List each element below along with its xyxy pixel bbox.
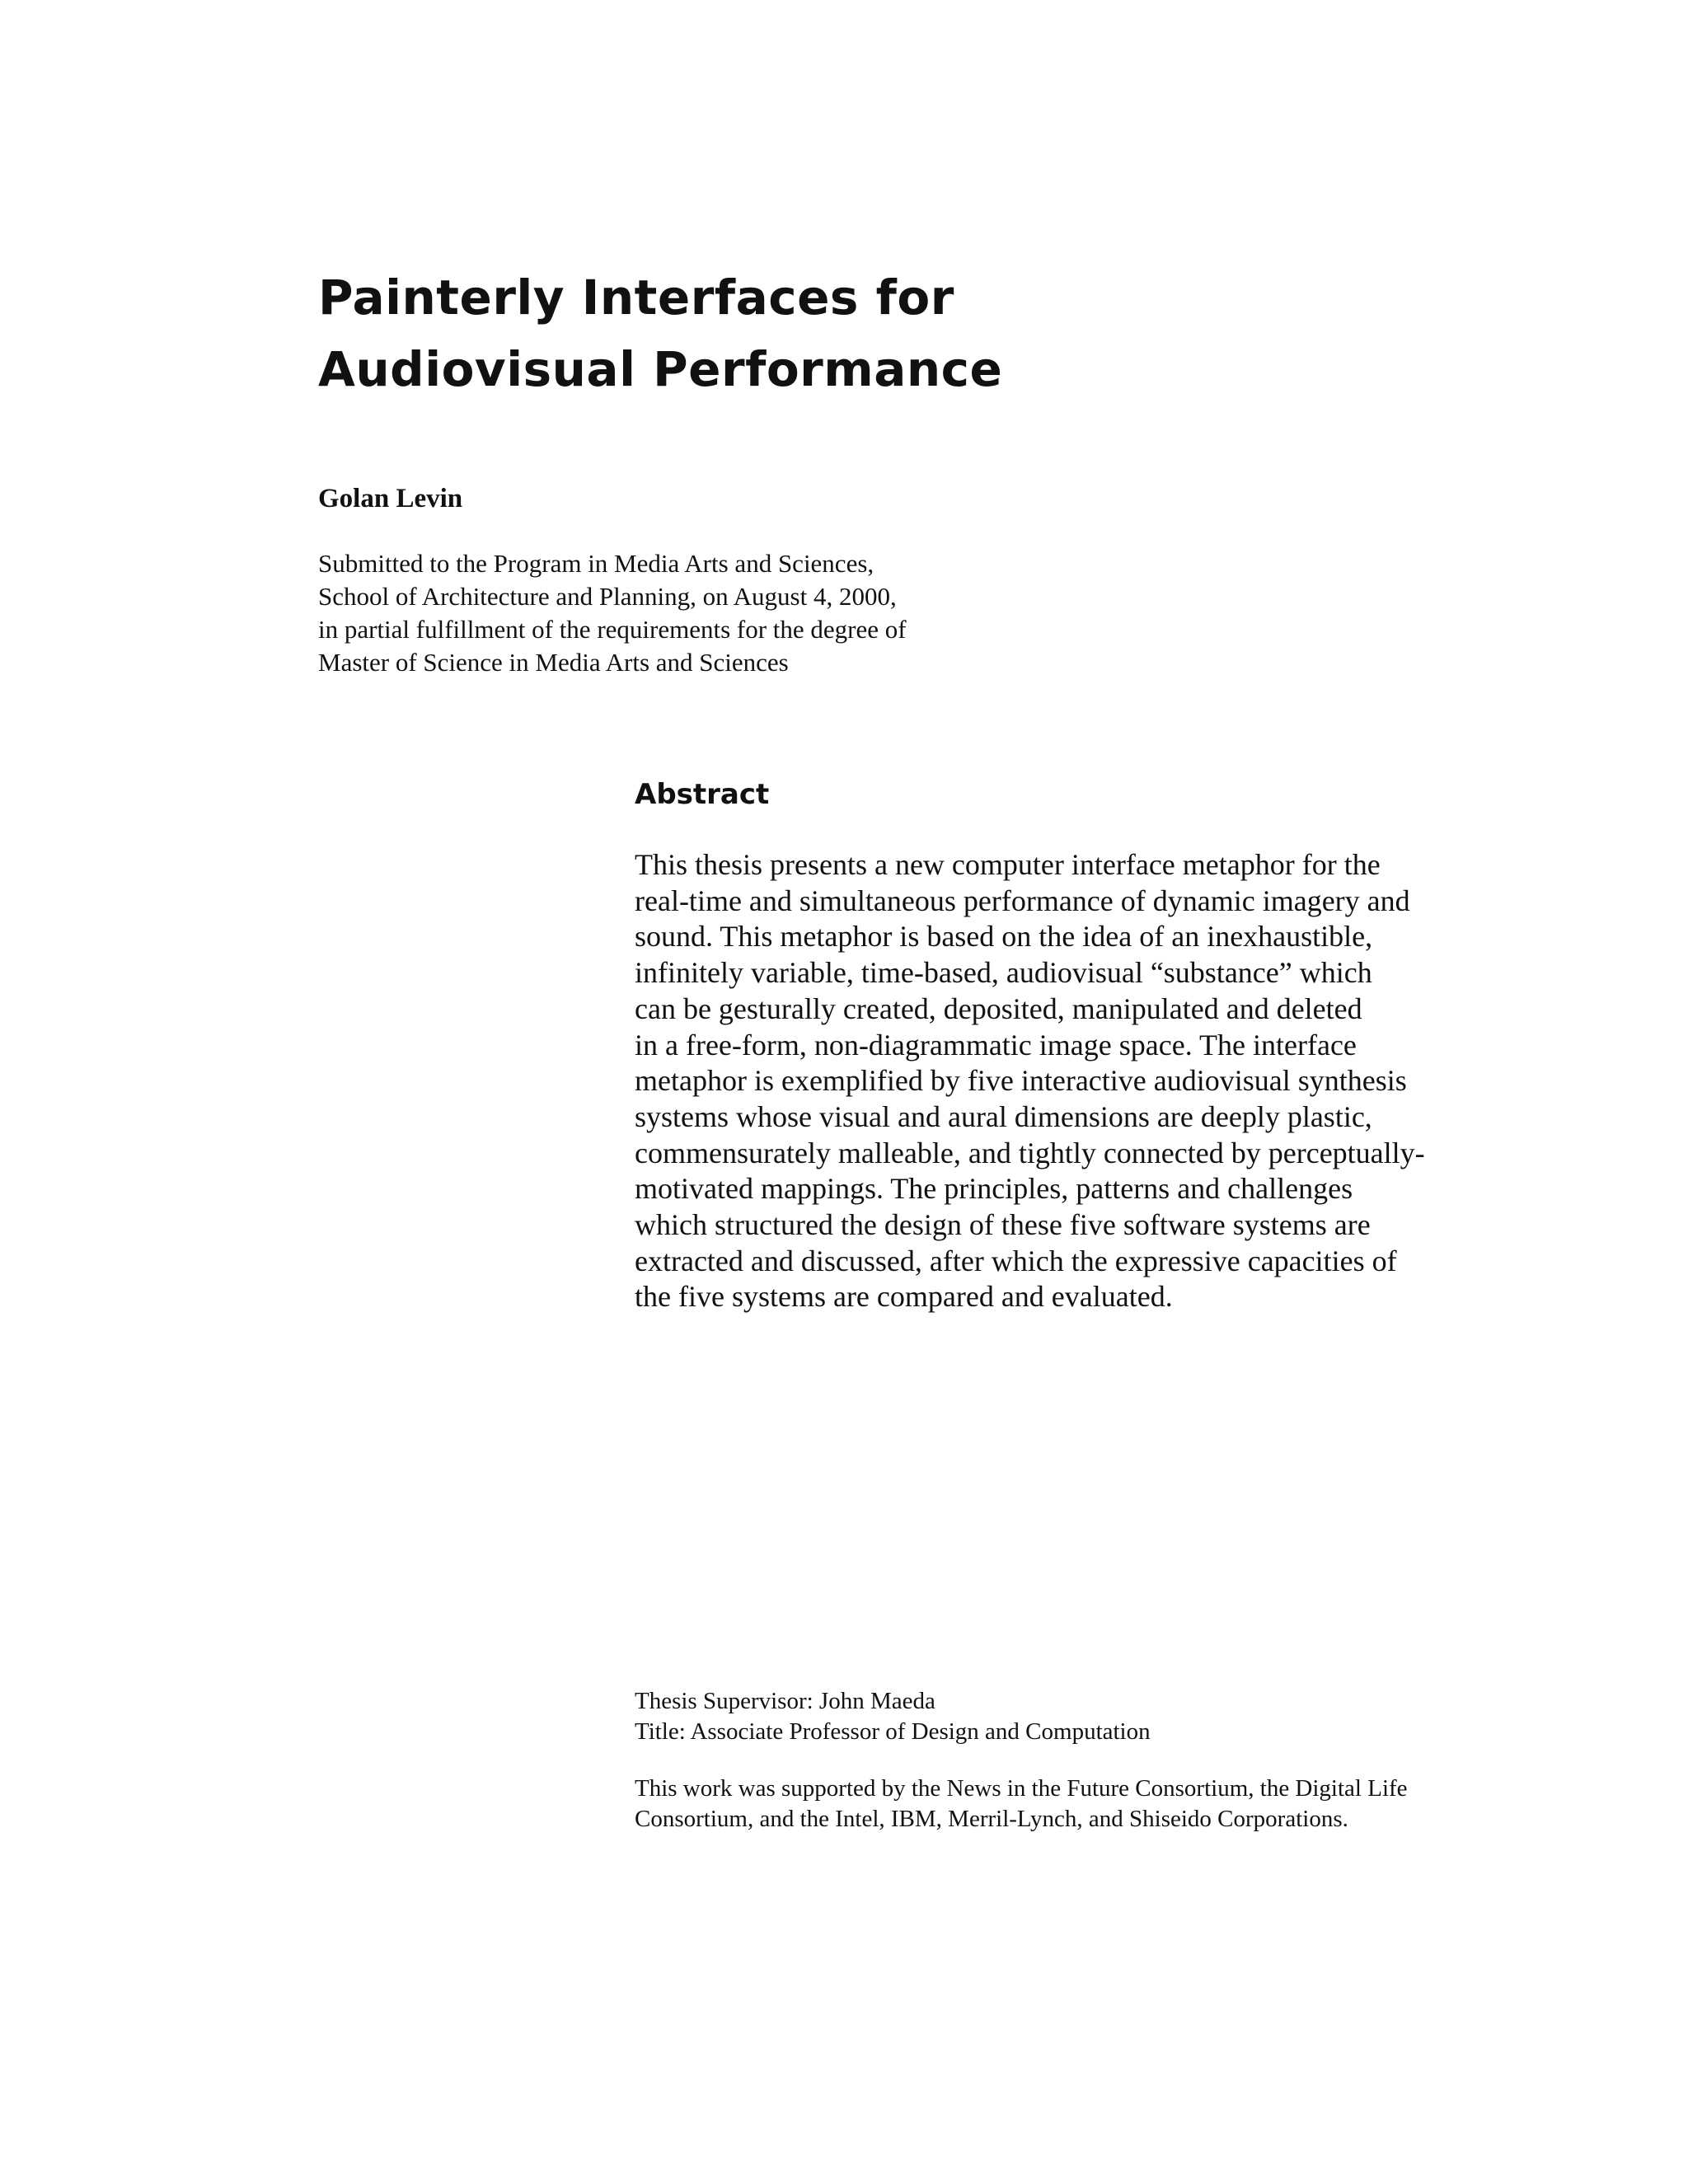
abstract-line: which structured the design of these five software systems are (635, 1208, 1371, 1242)
abstract-line: sound. This metaphor is based on the idea of an inexhaustible, (635, 920, 1373, 954)
abstract-line: extracted and discussed, after which the expressive capacities of (635, 1244, 1397, 1277)
abstract-heading: Abstract (635, 778, 770, 811)
submission-statement (318, 547, 1060, 679)
abstract-line: real-time and simultaneous performance of dynamic imagery and (635, 883, 1410, 917)
funding-acknowledgement (635, 1774, 1484, 1835)
abstract-line: infinitely variable, time-based, audiovisual “substance” which (635, 956, 1372, 990)
submission-line: Master of Science in Media Arts and Sciences (318, 648, 789, 677)
supervisor-name: Thesis Supervisor: John Maeda (635, 1688, 935, 1714)
author-name: Golan Levin (318, 484, 463, 513)
submission-line: Submitted to the Program in Media Arts and Sciences, (318, 549, 874, 578)
submission-line: in partial fulfillment of the requirements for the degree of (318, 615, 907, 644)
abstract-line: motivated mappings. The principles, patterns and challenges (635, 1172, 1353, 1206)
abstract-line: commensurately malleable, and tightly connected by perceptually- (635, 1136, 1425, 1169)
thesis-supervisor (635, 1686, 1484, 1747)
submission-line: School of Architecture and Planning, on August 4, 2000, (318, 582, 897, 611)
abstract-line: metaphor is exemplified by five interactive audiovisual synthesis (635, 1064, 1407, 1098)
thesis-title-line-2: Audiovisual Performance (318, 341, 1003, 397)
supervisor-title: Title: Associate Professor of Design and Computation (635, 1718, 1151, 1745)
abstract-line: This thesis presents a new computer interface metaphor for the (635, 848, 1381, 881)
abstract-line: in a free-form, non-diagrammatic image space. The interface (635, 1028, 1357, 1062)
thesis-title (318, 262, 1225, 405)
abstract-text (635, 847, 1484, 1315)
abstract-line: can be gesturally created, deposited, manipulated and deleted (635, 991, 1362, 1025)
funding-line: This work was supported by the News in the Future Consortium, the Digital Life (635, 1775, 1408, 1802)
abstract-line: the five systems are compared and evaluated. (635, 1280, 1173, 1314)
abstract-line: systems whose visual and aural dimensions are deeply plastic, (635, 1099, 1372, 1133)
thesis-title-line-1: Painterly Interfaces for (318, 269, 954, 326)
funding-line: Consortium, and the Intel, IBM, Merril-Lynch, and Shiseido Corporations. (635, 1806, 1348, 1832)
